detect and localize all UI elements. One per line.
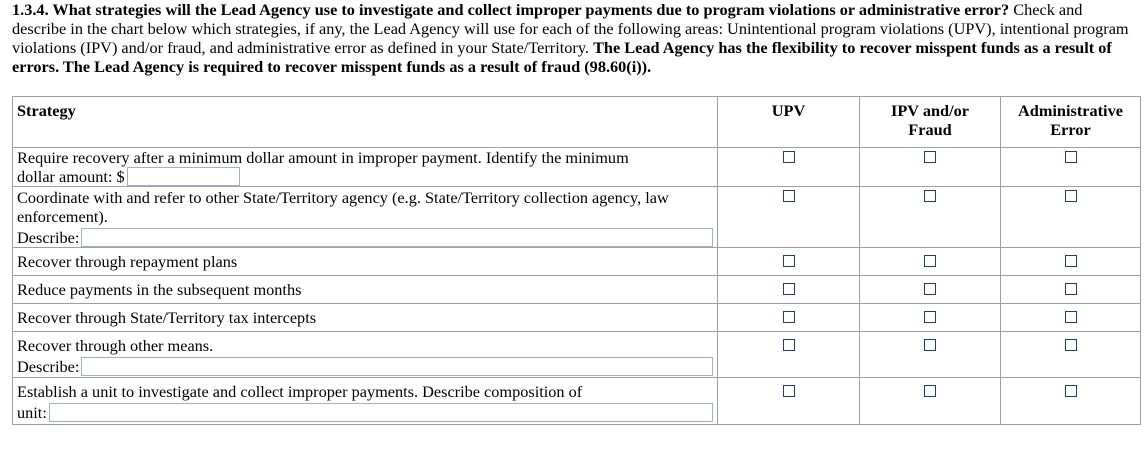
admin-error-checkbox[interactable] [1065,385,1077,397]
strategy-text: Reduce payments in the subsequent months [17,280,302,299]
admin-error-checkbox[interactable] [1065,311,1077,323]
strategy-cell [13,187,718,248]
unit-composition-input[interactable] [49,403,713,422]
strategy-text: Require recovery after a minimum dollar amount in improper payment. Identify the minimum [17,148,629,167]
table-row [13,187,1141,248]
table-row [13,276,1141,304]
ipv-fraud-checkbox[interactable] [924,255,936,267]
table-row [13,304,1141,332]
ipv-fraud-checkbox[interactable] [924,339,936,351]
upv-checkbox[interactable] [783,255,795,267]
strategy-text: Recover through State/Territory tax intercepts [17,308,317,327]
table-row [13,248,1141,276]
upv-column-header: UPV [718,97,860,148]
strategy-column-header: Strategy [13,97,718,148]
question-bold-note: The Lead Agency has the flexibility to recover misspent funds as a result of errors. The Lead Agency is required to recover misspent funds as a result of fraud (98.60(i)). [12,38,1112,76]
field-label: dollar amount: $ [17,167,125,186]
table-header-row [13,97,1141,148]
question-heading [12,0,1137,76]
table-row [13,148,1141,187]
minimum-dollar-amount-input[interactable] [127,167,240,186]
strategy-cell [13,332,718,378]
question-text: What strategies will the Lead Agency use to investigate and collect improper payments due to program violations or administrative error? [52,0,1010,19]
ipv-fraud-checkbox[interactable] [924,190,936,202]
table-row [13,378,1141,425]
strategy-cell [13,148,718,187]
strategy-cell [13,276,718,304]
admin-error-checkbox[interactable] [1065,190,1077,202]
ipv-column-header: IPV and/or Fraud [860,97,1001,148]
strategy-text: Establish a unit to investigate and collect improper payments. Describe composition of [17,382,583,401]
coordinate-describe-input[interactable] [81,228,713,247]
field-label: unit: [17,403,47,422]
ipv-fraud-checkbox[interactable] [924,385,936,397]
upv-checkbox[interactable] [783,190,795,202]
upv-checkbox[interactable] [783,385,795,397]
question-number: 1.3.4. [12,0,49,19]
upv-checkbox[interactable] [783,339,795,351]
ipv-fraud-checkbox[interactable] [924,283,936,295]
question-instruction: Check and describe in the chart below which strategies, if any, the Lead Agency will use for each of the following areas: Unintentional program violations (UPV), intentional program violations (IPV) and/or fraud, and administrative error as defined in your State/Territory. [12,0,1129,57]
strategy-text: Recover through repayment plans [17,252,238,271]
strategy-text: Coordinate with and refer to other State/Territory agency (e.g. State/Territory collection agency, law enforcement). [17,188,669,226]
other-means-describe-input[interactable] [81,357,713,376]
strategy-cell [13,378,718,425]
admin-error-column-header: Administrative Error [1001,97,1141,148]
admin-error-checkbox[interactable] [1065,283,1077,295]
admin-error-checkbox[interactable] [1065,151,1077,163]
admin-error-checkbox[interactable] [1065,255,1077,267]
field-label: Describe: [17,357,80,376]
upv-checkbox[interactable] [783,283,795,295]
ipv-fraud-checkbox[interactable] [924,151,936,163]
upv-checkbox[interactable] [783,311,795,323]
strategy-cell [13,248,718,276]
upv-checkbox[interactable] [783,151,795,163]
strategy-text: Recover through other means. [17,336,214,355]
strategy-cell [13,304,718,332]
strategy-table [12,96,1141,425]
ipv-fraud-checkbox[interactable] [924,311,936,323]
field-label: Describe: [17,228,80,247]
admin-error-checkbox[interactable] [1065,339,1077,351]
table-row [13,332,1141,378]
